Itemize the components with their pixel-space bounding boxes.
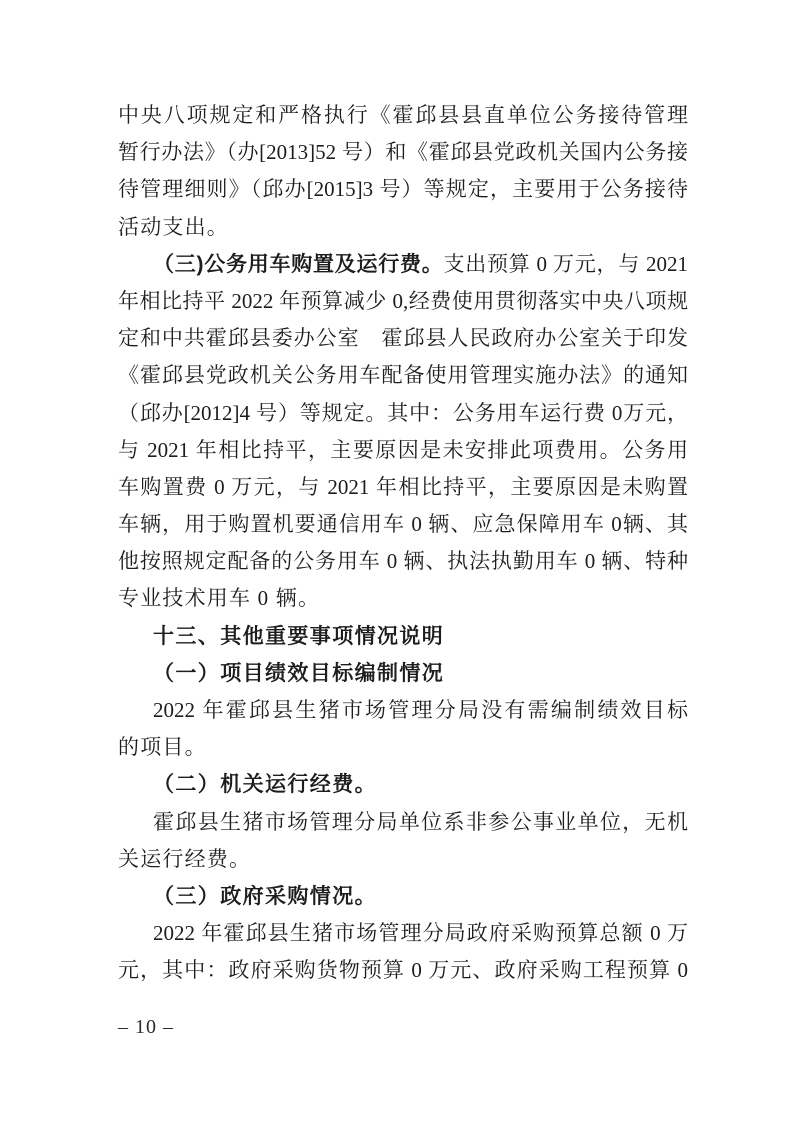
- subsection-heading: （二）机关运行经费。: [153, 773, 377, 797]
- paragraph-line: 待管理细则》（邱办[2015]3 号）等规定，主要用于公务接待: [118, 177, 688, 202]
- inline-subsection-heading: （三)公务用车购置及运行费。: [153, 252, 444, 276]
- paragraph-line: 他按照规定配备的公务用车 0 辆、执法执勤用车 0 辆、特种: [118, 549, 688, 574]
- paragraph-line: 霍邱县生猪市场管理分局单位系非参公事业单位，无机: [153, 809, 688, 834]
- section-heading: 十三、其他重要事项情况说明: [153, 624, 445, 648]
- paragraph-line: 车购置费 0 万元，与 2021 年相比持平，主要原因是未购置: [118, 474, 688, 499]
- document-body: [118, 97, 688, 990]
- paragraph-line: [118, 246, 688, 283]
- paragraph-line: 《霍邱县党政机关公务用车配备使用管理实施办法》的通知: [118, 363, 688, 388]
- paragraph-line: 2022 年霍邱县生猪市场管理分局没有需编制绩效目标: [153, 698, 688, 722]
- page-number: – 10 –: [118, 1016, 174, 1038]
- paragraph-line: 关运行经费。: [118, 846, 252, 871]
- paragraph-line: 车辆，用于购置机要通信用车 0 辆、应急保障用车 0辆、其: [118, 512, 688, 537]
- paragraph-line: 2022 年霍邱县生猪市场管理分局政府采购预算总额 0 万: [153, 921, 688, 946]
- paragraph-line: （邱办[2012]4 号）等规定。其中：公务用车运行费 0万元，: [118, 400, 688, 425]
- paragraph-line: 定和中共霍邱县委办公室 霍邱县人民政府办公室关于印发: [118, 326, 688, 351]
- paragraph-line: 中央八项规定和严格执行《霍邱县县直单位公务接待管理: [118, 103, 688, 127]
- paragraph-line: 的项目。: [118, 735, 207, 760]
- paragraph-line: 年相比持平 2022 年预算减少 0,经费使用贯彻落实中央八项规: [118, 288, 688, 313]
- paragraph-line: 与 2021 年相比持平，主要原因是未安排此项费用。公务用: [118, 437, 688, 462]
- paragraph-line: 暂行办法》（办[2013]52 号）和《霍邱县党政机关国内公务接: [118, 140, 688, 165]
- subsection-heading: （三）政府采购情况。: [153, 884, 377, 908]
- subsection-heading: （一）项目绩效目标编制情况: [153, 661, 445, 685]
- paragraph-text: 支出预算 0 万元，与 2021: [443, 251, 688, 276]
- paragraph-line: 活动支出。: [118, 214, 229, 239]
- paragraph-line: 专业技术用车 0 辆。: [118, 586, 321, 611]
- paragraph-line: 元，其中：政府采购货物预算 0 万元、政府采购工程预算 0: [118, 958, 688, 983]
